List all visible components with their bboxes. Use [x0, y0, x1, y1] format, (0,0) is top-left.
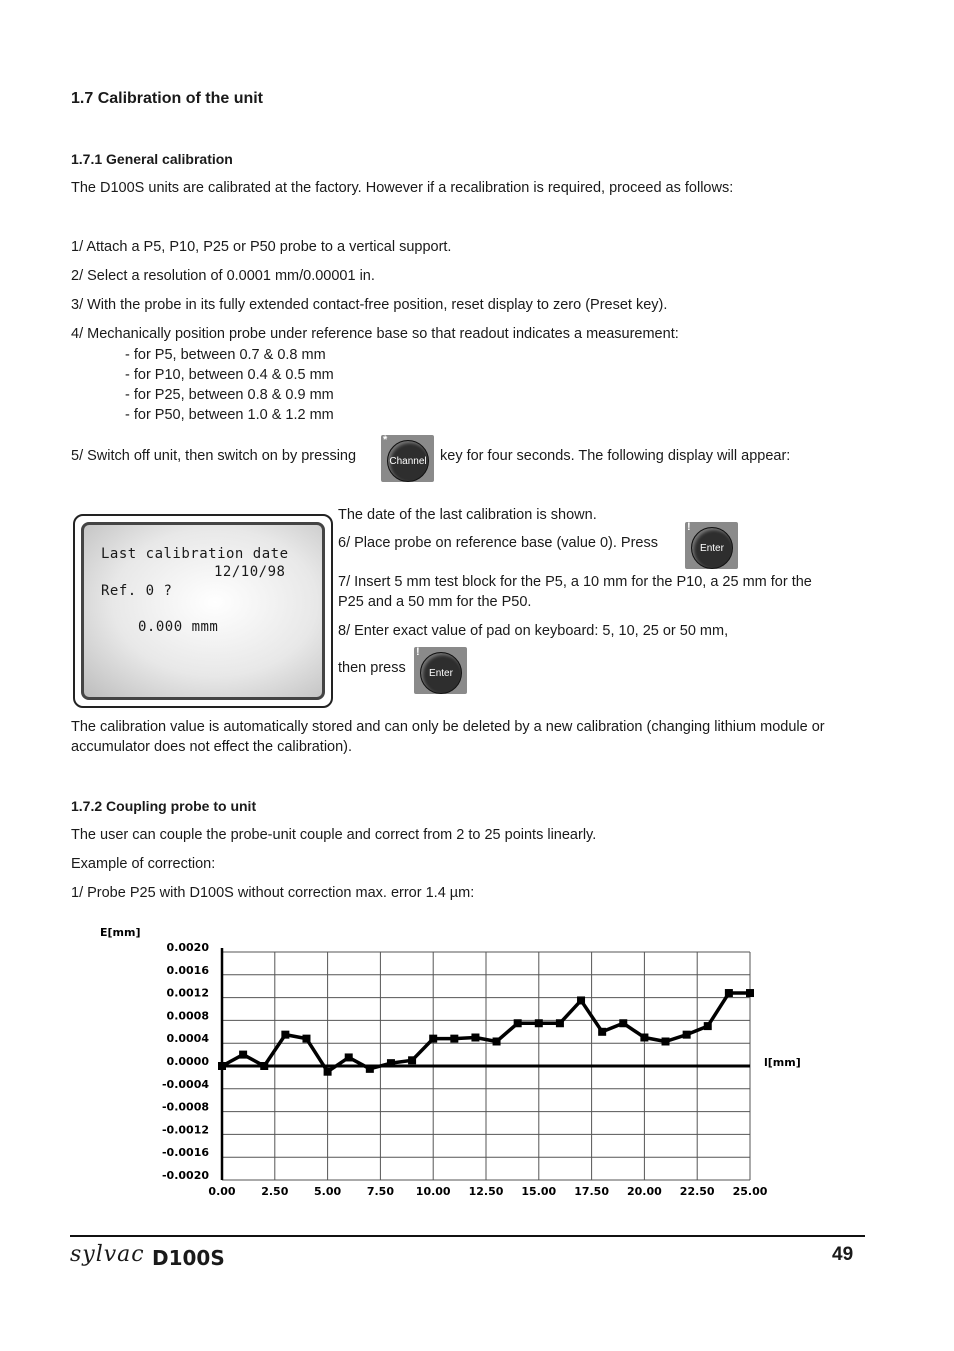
data-point — [260, 1062, 268, 1070]
down-arrow-mark: ! — [687, 521, 691, 533]
data-point — [324, 1068, 332, 1076]
general-intro: The D100S units are calibrated at the factory. However if a recalibration is required, proceed as follows: — [71, 180, 734, 196]
y-tick-label: 0.0016 — [166, 963, 209, 977]
enter-key-label: Enter — [691, 527, 733, 569]
footer-rule — [70, 1235, 865, 1237]
step-6: 6/ Place probe on reference base (value 0). Press — [338, 535, 658, 551]
y-tick-label: -0.0008 — [161, 1100, 209, 1114]
x-tick-label: 25.00 — [732, 1185, 768, 1198]
down-arrow-mark: ! — [416, 646, 420, 658]
lcd-line-2: 12/10/98 — [214, 564, 286, 580]
data-point — [683, 1031, 691, 1039]
data-point — [345, 1053, 353, 1061]
data-point — [746, 989, 754, 997]
data-point — [514, 1019, 522, 1027]
x-axis-label: l[mm] — [764, 1056, 801, 1069]
y-tick-label: 0.0004 — [166, 1032, 209, 1046]
brand-logo: sylvac — [70, 1242, 145, 1267]
data-point — [493, 1037, 501, 1045]
data-point — [598, 1028, 606, 1036]
x-tick-label: 0.00 — [208, 1185, 236, 1198]
data-point — [556, 1019, 564, 1027]
calibration-shown-text: The date of the last calibration is shown. — [338, 507, 597, 523]
stored-text-line-1: The calibration value is automatically stored and can only be deleted by a new calibration (changing lithium module or — [71, 719, 825, 735]
coupling-text-2: Example of correction: — [71, 856, 216, 872]
step-4-item: - for P25, between 0.8 & 0.9 mm — [125, 387, 334, 403]
data-point — [387, 1059, 395, 1067]
then-press-text: then press — [338, 660, 406, 676]
y-axis-label: E[mm] — [100, 926, 141, 939]
data-point — [577, 996, 585, 1004]
data-point — [218, 1062, 226, 1070]
x-tick-label: 5.00 — [314, 1185, 342, 1198]
step-4: 4/ Mechanically position probe under reference base so that readout indicates a measurement: — [71, 326, 679, 342]
stored-text-line-2: accumulator does not effect the calibration). — [71, 739, 353, 755]
y-tick-label: 0.0008 — [166, 1009, 209, 1023]
step-8: 8/ Enter exact value of pad on keyboard: 5, 10, 25 or 50 mm, — [338, 623, 729, 639]
y-tick-label: -0.0004 — [161, 1077, 209, 1091]
data-point — [366, 1065, 374, 1073]
step-4-item: - for P5, between 0.7 & 0.8 mm — [125, 347, 326, 363]
x-tick-label: 20.00 — [627, 1185, 662, 1198]
lcd-line-3: Ref. 0 ? — [101, 583, 173, 599]
step-7-line-2: P25 and a 50 mm for the P50. — [338, 594, 532, 610]
data-point — [640, 1034, 648, 1042]
section-title: 1.7 Calibration of the unit — [71, 90, 264, 107]
data-point — [302, 1035, 310, 1043]
enter-key-label: Enter — [420, 652, 462, 694]
data-point — [704, 1022, 712, 1030]
data-point — [239, 1051, 247, 1059]
asterisk-mark: * — [383, 434, 388, 446]
x-tick-label: 12.50 — [468, 1185, 504, 1198]
y-tick-label: -0.0012 — [161, 1123, 209, 1137]
y-tick-label: -0.0020 — [161, 1169, 209, 1182]
step-3: 3/ With the probe in its fully extended contact-free position, reset display to zero (Preset key). — [71, 297, 668, 313]
x-tick-label: 7.50 — [366, 1185, 394, 1198]
data-point — [662, 1037, 670, 1045]
step-7-line-1: 7/ Insert 5 mm test block for the P5, a 10 mm for the P10, a 25 mm for the — [338, 574, 812, 590]
page-number: 49 — [832, 1244, 854, 1265]
lcd-line-1: Last calibration date — [101, 546, 289, 562]
y-tick-label: 0.0012 — [166, 986, 209, 1000]
data-point — [471, 1034, 479, 1042]
x-tick-label: 15.00 — [521, 1185, 557, 1198]
step-4-item: - for P50, between 1.0 & 1.2 mm — [125, 407, 334, 423]
step-5-text: 5/ Switch off unit, then switch on by pressing — [71, 448, 357, 464]
step-1: 1/ Attach a P5, P10, P25 or P50 probe to a vertical support. — [71, 239, 452, 255]
data-point — [429, 1035, 437, 1043]
y-tick-label: -0.0016 — [161, 1146, 209, 1160]
step-5-text-cont: key for four seconds. The following display will appear: — [440, 448, 791, 464]
x-tick-label: 22.50 — [679, 1185, 715, 1198]
x-tick-label: 2.50 — [261, 1185, 289, 1198]
channel-key-label: Channel — [387, 440, 429, 482]
step-2: 2/ Select a resolution of 0.0001 mm/0.00001 in. — [71, 268, 375, 284]
x-tick-label: 17.50 — [574, 1185, 609, 1198]
model-name: D100S — [152, 1246, 225, 1270]
data-point — [725, 989, 733, 997]
x-tick-label: 10.00 — [415, 1185, 451, 1198]
y-tick-label: 0.0000 — [166, 1055, 209, 1068]
data-point — [619, 1019, 627, 1027]
general-calibration-heading: 1.7.1 General calibration — [71, 151, 233, 167]
y-tick-label: 0.0020 — [166, 941, 209, 954]
data-point — [408, 1056, 416, 1064]
data-point — [281, 1031, 289, 1039]
data-point — [535, 1019, 543, 1027]
data-point — [450, 1035, 458, 1043]
step-4-item: - for P10, between 0.4 & 0.5 mm — [125, 367, 334, 383]
lcd-line-4: 0.000 mmm — [138, 619, 219, 635]
coupling-heading: 1.7.2 Coupling probe to unit — [71, 798, 257, 814]
coupling-text-1: The user can couple the probe-unit couple and correct from 2 to 25 points linearly. — [71, 827, 597, 843]
coupling-text-3: 1/ Probe P25 with D100S without correction max. error 1.4 µm: — [71, 885, 475, 901]
footer-brand — [70, 1242, 225, 1270]
